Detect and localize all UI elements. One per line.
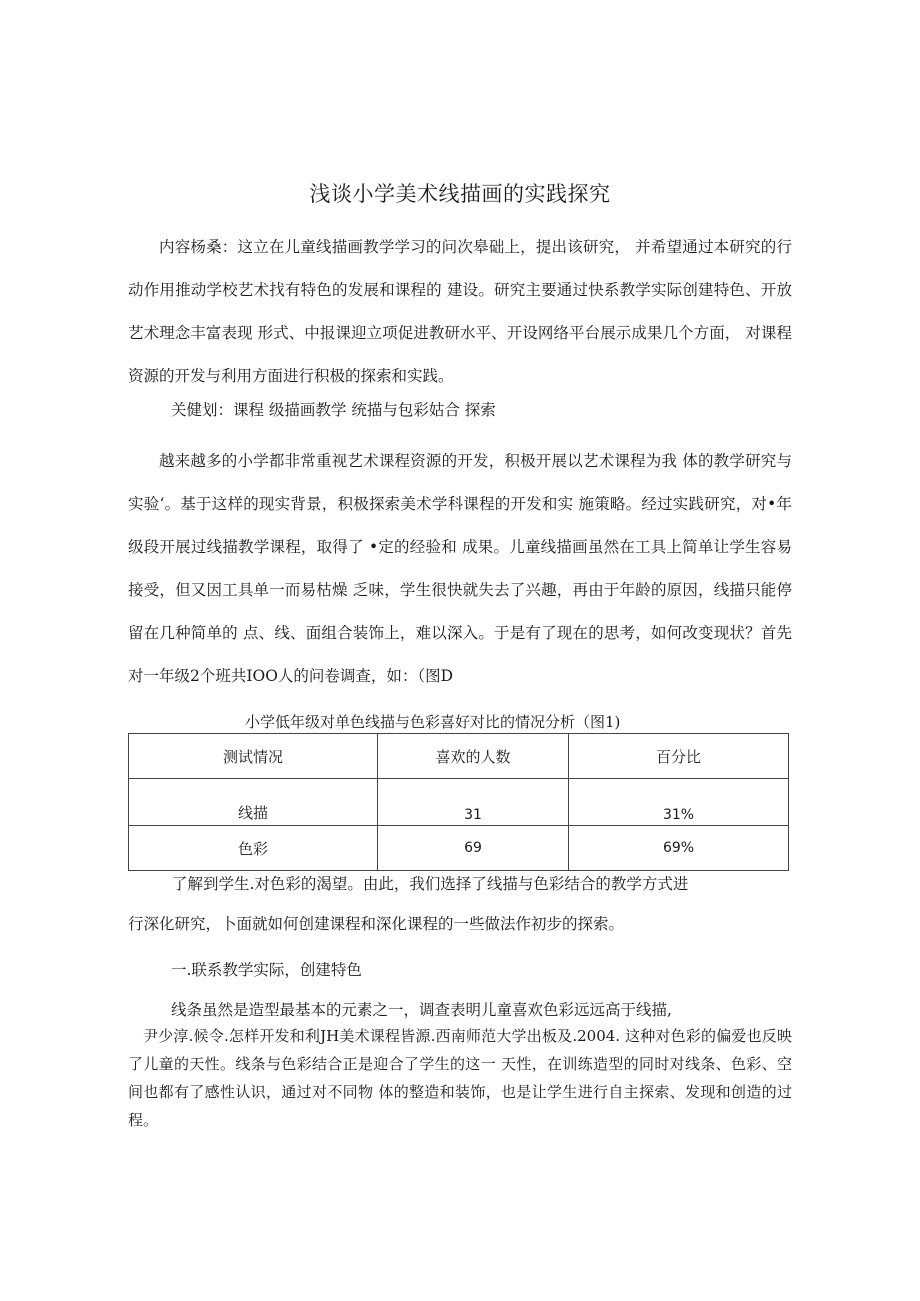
header-test-condition: 测试情况 — [129, 734, 378, 779]
section-first-line: 线条虽然是造型最基本的元素之一，调查表明儿童喜欢色彩远远高于线描, — [171, 1001, 672, 1019]
section-heading: 一.联系教学实际，创建特色 — [171, 961, 362, 979]
cell-category: 线描 — [129, 779, 378, 826]
survey-table — [128, 733, 789, 871]
after-table-line-2: 行深化研究，卜面就如何创建课程和深化课程的一些做法作初步的探索。 — [128, 915, 625, 933]
cell-count: 31 — [378, 779, 569, 826]
table-row — [129, 826, 789, 871]
table-caption: 小学低年级对单色线描与色彩喜好对比的情况分析（图1) — [245, 713, 621, 731]
cell-percent: 31% — [569, 779, 789, 826]
header-like-count: 喜欢的人数 — [378, 734, 569, 779]
keywords-line: 关健划：课程 级描画教学 统描与包彩姑合 探索 — [171, 401, 496, 419]
cell-percent: 69% — [569, 826, 789, 871]
abstract-paragraph: 内容杨桑：这立在儿童线描画教学学习的问次皋础上，提出该研究， 并希望通过本研究的行动作用推动学校艺术找有特色的发展和课程的 建设。研究主要通过快系教学实际创建特色、开放艺术理念丰富表现 形式、中报课迎立项促进教研水平、开设网络平台展示成果几个方面， 对课程资源的开发与利用方面进行积极的探索和实践。 — [128, 238, 792, 385]
cell-category: 色彩 — [129, 826, 378, 871]
table-header-row — [129, 734, 789, 779]
document-title: 浅谈小学美术线描画的实践探究 — [309, 182, 611, 206]
intro-paragraph: 越来越多的小学都非常重视艺术课程资源的开发，积极开展以艺术课程为我 体的教学研究与实验‘。基于这样的现实背景，积极探索美术学科课程的开发和实 施策略。经过实践研究，对•年级段开展过线描教学课程，取得了 •定的经验和 成果。儿童线描画虽然在工具上简单让学生容易接受，但又因工具单一而易枯燥 乏味，学生很快就失去了兴趣，再由于年龄的原因，线描只能停留在几种简单的 点、线、面组合装饰上，难以深入。于是有了现在的思考，如何改变现状？首先 对一年级2个班共IOO人的问卷调查，如：（图D — [128, 452, 792, 685]
footnote-paragraph: 尹少淳.候令.怎样开发和利JH美术课程皆源.西南师范大学出板及.2004. 这种对色彩的偏爱也反映了儿童的天性。线条与色彩结合正是迎合了学生的这一 天性，在训练造型的同时对线条、色彩、空间也都有了感性认识，通过对不同物 体的整造和装饰，也是让学生进行自主探索、发现和创造的过程。 — [128, 1027, 792, 1129]
header-percentage: 百分比 — [569, 734, 789, 779]
cell-count: 69 — [378, 826, 569, 871]
after-table-line-1: 了解到学生.对色彩的渴望。由此，我们选择了线描与色彩结合的教学方式进 — [172, 875, 689, 893]
table-row — [129, 779, 789, 826]
